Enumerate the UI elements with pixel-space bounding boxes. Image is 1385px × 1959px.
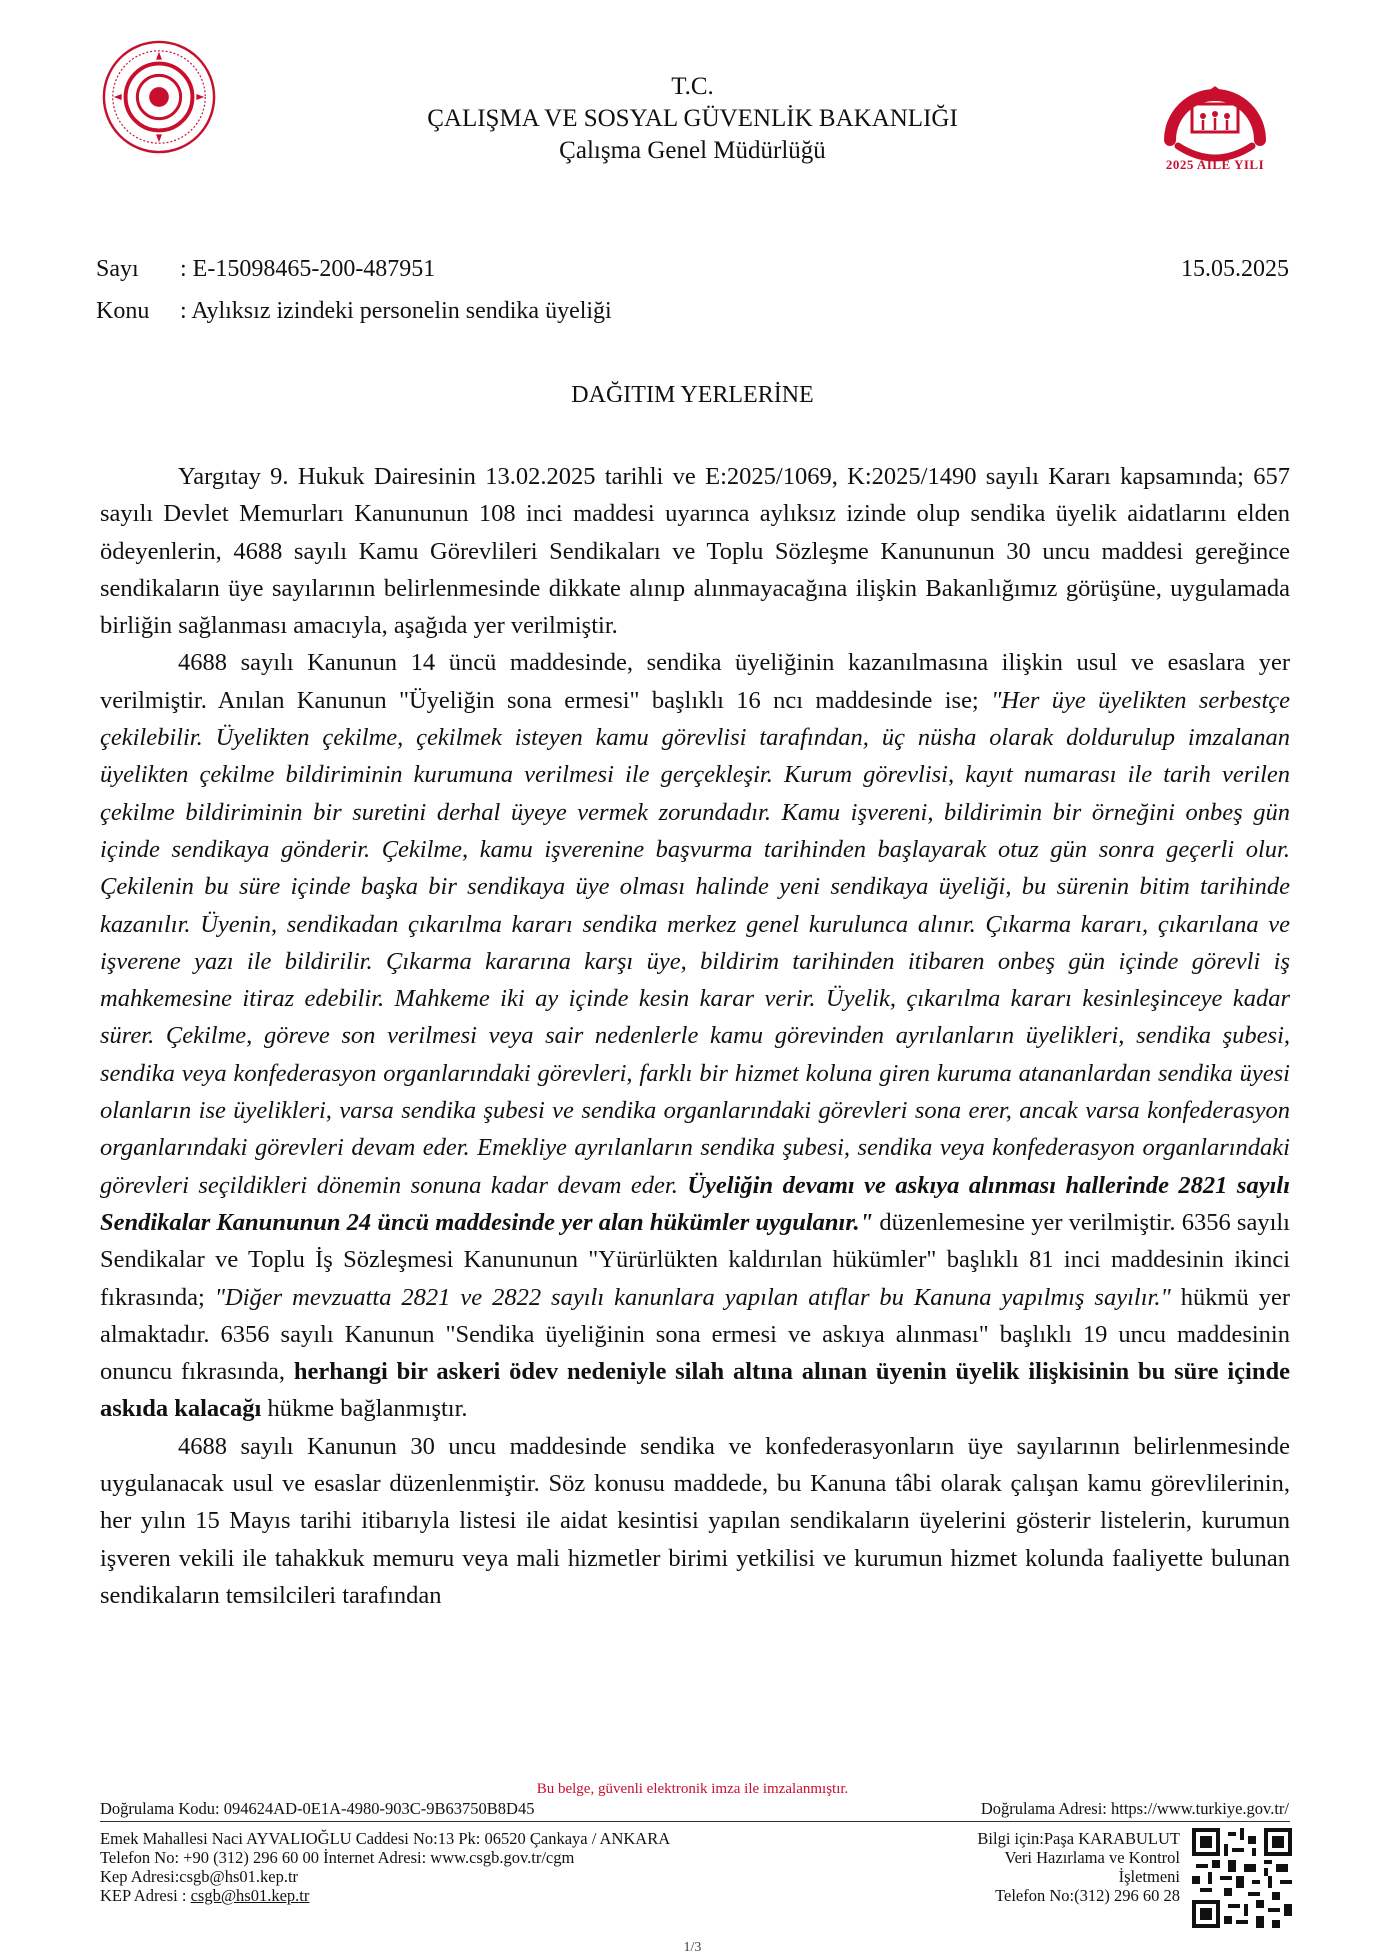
- qr-code-icon: [1192, 1828, 1292, 1928]
- paragraph-2: [100, 644, 1290, 1427]
- kep-link-line: [100, 1886, 670, 1905]
- contact-title-1: Veri Hazırlama ve Kontrol: [1004, 1848, 1180, 1867]
- page-number: 1/3: [683, 1940, 702, 1955]
- paragraph-1: Yargıtay 9. Hukuk Dairesinin 13.02.2025 tarihli ve E:2025/1069, K:2025/1490 sayılı Kararı kapsamında; 657 sayılı Devlet Memurları Kanununun 108 inci maddesi uyarınca aylıksız izinde olup sendika üyelik aidatlarını elden ödeyenlerin, 4688 sayılı Kamu Görevlileri Sendikaları ve Toplu Sözleşme Kanununun 30 uncu maddesi gereğince sendikaların üye sayılarının belirlenmesinde dikkate alınıp alınmayacağına ilişkin Bakanlığımız görüşüne, uygulamada birliğin sağlanması amacıyla, aşağıda yer verilmiştir.: [100, 463, 1290, 640]
- contact-phone: Telefon No:(312) 296 60 28: [995, 1886, 1180, 1905]
- p2-bold-text: herhangi bir askeri ödev nedeniyle silah altına alınan üyenin üyelik ilişkisinin bu süre içinde askıda kalacağı: [100, 1358, 1290, 1423]
- contact-block: [860, 1829, 1180, 1905]
- contact-person: Bilgi için:Paşa KARABULUT: [977, 1829, 1180, 1848]
- paragraph-3: 4688 sayılı Kanunun 30 uncu maddesinde sendika ve konfederasyonların üye sayılarının belirlenmesinde uygulanacak usul ve esaslar düzenlenmiştir. Söz konusu maddede, bu Kanuna tâbi olarak çalışan kamu görevlilerinin, her yılın 15 Mayıs tarihi itibarıyla listesi ile aidat kesintisi yapılan sendikaların üyelerini gösterir listelerin, kurumun işveren vekili ile tahakkuk memuru veya mali hizmetler birimi yetkilisi ve kurumun hizmet kolunda faaliyette bulunan sendikaların temsilcileri tarafından: [100, 1432, 1290, 1609]
- esign-note: Bu belge, güvenli elektronik imza ile imzalanmıştır.: [536, 1781, 849, 1797]
- sayi-label: Sayı: [96, 256, 139, 282]
- p2-text-d: hükme bağlanmıştır.: [261, 1395, 468, 1423]
- addressee: DAĞITIM YERLERİNE: [571, 382, 814, 408]
- p2-quote-italic-2: "Diğer mevzuatta 2821 ve 2822 sayılı kanunlara yapılan atıflar bu Kanuna yapılmış sayılır.": [214, 1283, 1171, 1311]
- family-year-caption: 2025 AİLE YILI: [1165, 157, 1265, 172]
- footer-divider: [100, 1821, 1290, 1822]
- p2-quote-bold-italic: Üyeliğin devamı ve askıya alınması hallerinde 2821 sayılı Sendikalar Kanununun 24 üncü maddesinde yer alan hükümler uygulanır.": [100, 1171, 1290, 1236]
- p2-text-b: düzenlemesine yer verilmiştir. 6356 sayılı Sendikalar ve Toplu İş Sözleşmesi Kanununun "Yürürlükten kaldırılan hükümler" başlıklı 81 inci maddesinin ikinci fıkrasında;: [100, 1208, 1290, 1311]
- kep-label: KEP Adresi :: [100, 1886, 191, 1905]
- header-tc: T.C.: [671, 73, 714, 100]
- address-line: Emek Mahallesi Naci AYVALIOĞLU Caddesi No:13 Pk: 06520 Çankaya / ANKARA: [100, 1829, 671, 1848]
- contact-title-2: İşletmeni: [1118, 1867, 1180, 1886]
- header-ministry: ÇALIŞMA VE SOSYAL GÜVENLİK BAKANLIĞI: [427, 105, 958, 132]
- document-date: 15.05.2025: [1181, 256, 1289, 282]
- konu-label: Konu: [96, 298, 150, 324]
- konu-value: : Aylıksız izindeki personelin sendika üyeliği: [180, 298, 612, 324]
- verification-code: Doğrulama Kodu: 094624AD-0E1A-4980-903C-9B63750B8D45: [100, 1799, 535, 1818]
- phone-web-line: Telefon No: +90 (312) 296 60 00 İnternet Adresi: www.csgb.gov.tr/cgm: [100, 1848, 575, 1867]
- address-block: [100, 1829, 670, 1905]
- header-directorate: Çalışma Genel Müdürlüğü: [559, 137, 826, 164]
- p2-quote-italic: "Her üye üyelikten serbestçe çekilebilir. Üyelikten çekilme, çekilmek isteyen kamu görevlisi tarafından, üç nüsha olarak doldurulup imzalanan üyelikten çekilme bildiriminin kurumuna verilmesi ile gerçekleşir. Kurum görevlisi, kayıt numarası ile tarih verilen çekilme bildiriminin bir suretini derhal üyeye vermek zorundadır. Kamu işvereni, bildirimin bir örneğini onbeş gün içinde sendikaya gönderir. Çekilme, kamu işverenine başvurma tarihinden başlayarak otuz gün sonra geçerli olur. Çekilenin bu süre içinde başka bir sendikaya üye olması halinde yeni sendikaya üyeliği, bu sürenin bitim tarihinde kazanılır. Üyenin, sendikadan çıkarılma kararı sendika merkez genel kurulunca alınır. Çıkarma kararı, çıkarılana ve işverene yazı ile bildirilir. Çıkarma kararına karşı üye, bildirim tarihinden itibaren onbeş gün içinde görevli iş mahkemesine itiraz edebilir. Mahkeme iki ay içinde kesin karar verir. Üyelik, çıkarılma kararı kesinleşinceye kadar sürer. Çekilme, göreve son verilmesi veya sair nedenlerle kamu görevinden ayrılanların üyelikleri, sendika şubesi, sendika veya konfederasyon organlarındaki görevleri, farklı bir hizmet koluna giren kuruma atananlardan sendika üyesi olanların ise üyelikleri, varsa sendika şubesi ve sendika organlarındaki görevleri sona erer, ancak varsa konfederasyon organlarındaki görevleri devam eder. Emekliye ayrılanların sendika şubesi, sendika veya konfederasyon organlarındaki görevleri seçildikleri dönemin sonuna kadar devam eder.: [100, 686, 1290, 1199]
- verification-address: Doğrulama Adresi: https://www.turkiye.gov.tr/: [980, 1799, 1289, 1818]
- p2-text-c: hükmü yer almaktadır. 6356 sayılı Kanunun "Sendika üyeliğinin sona ermesi ve askıya alınması" başlıklı 19 uncu maddesinin onuncu fıkrasında,: [100, 1283, 1290, 1386]
- p2-text-a: 4688 sayılı Kanunun 14 üncü maddesinde, sendika üyeliğinin kazanılmasına ilişkin usul ve esaslara yer verilmiştir. Anılan Kanunun "Üyeliğin sona ermesi" başlıklı 16 ncı maddesinde ise;: [100, 649, 1290, 714]
- kep-line: Kep Adresi:csgb@hs01.kep.tr: [100, 1867, 299, 1886]
- document-body: [100, 458, 1290, 1614]
- kep-link[interactable]: csgb@hs01.kep.tr: [190, 1886, 310, 1905]
- sayi-value: : E-15098465-200-487951: [180, 256, 436, 282]
